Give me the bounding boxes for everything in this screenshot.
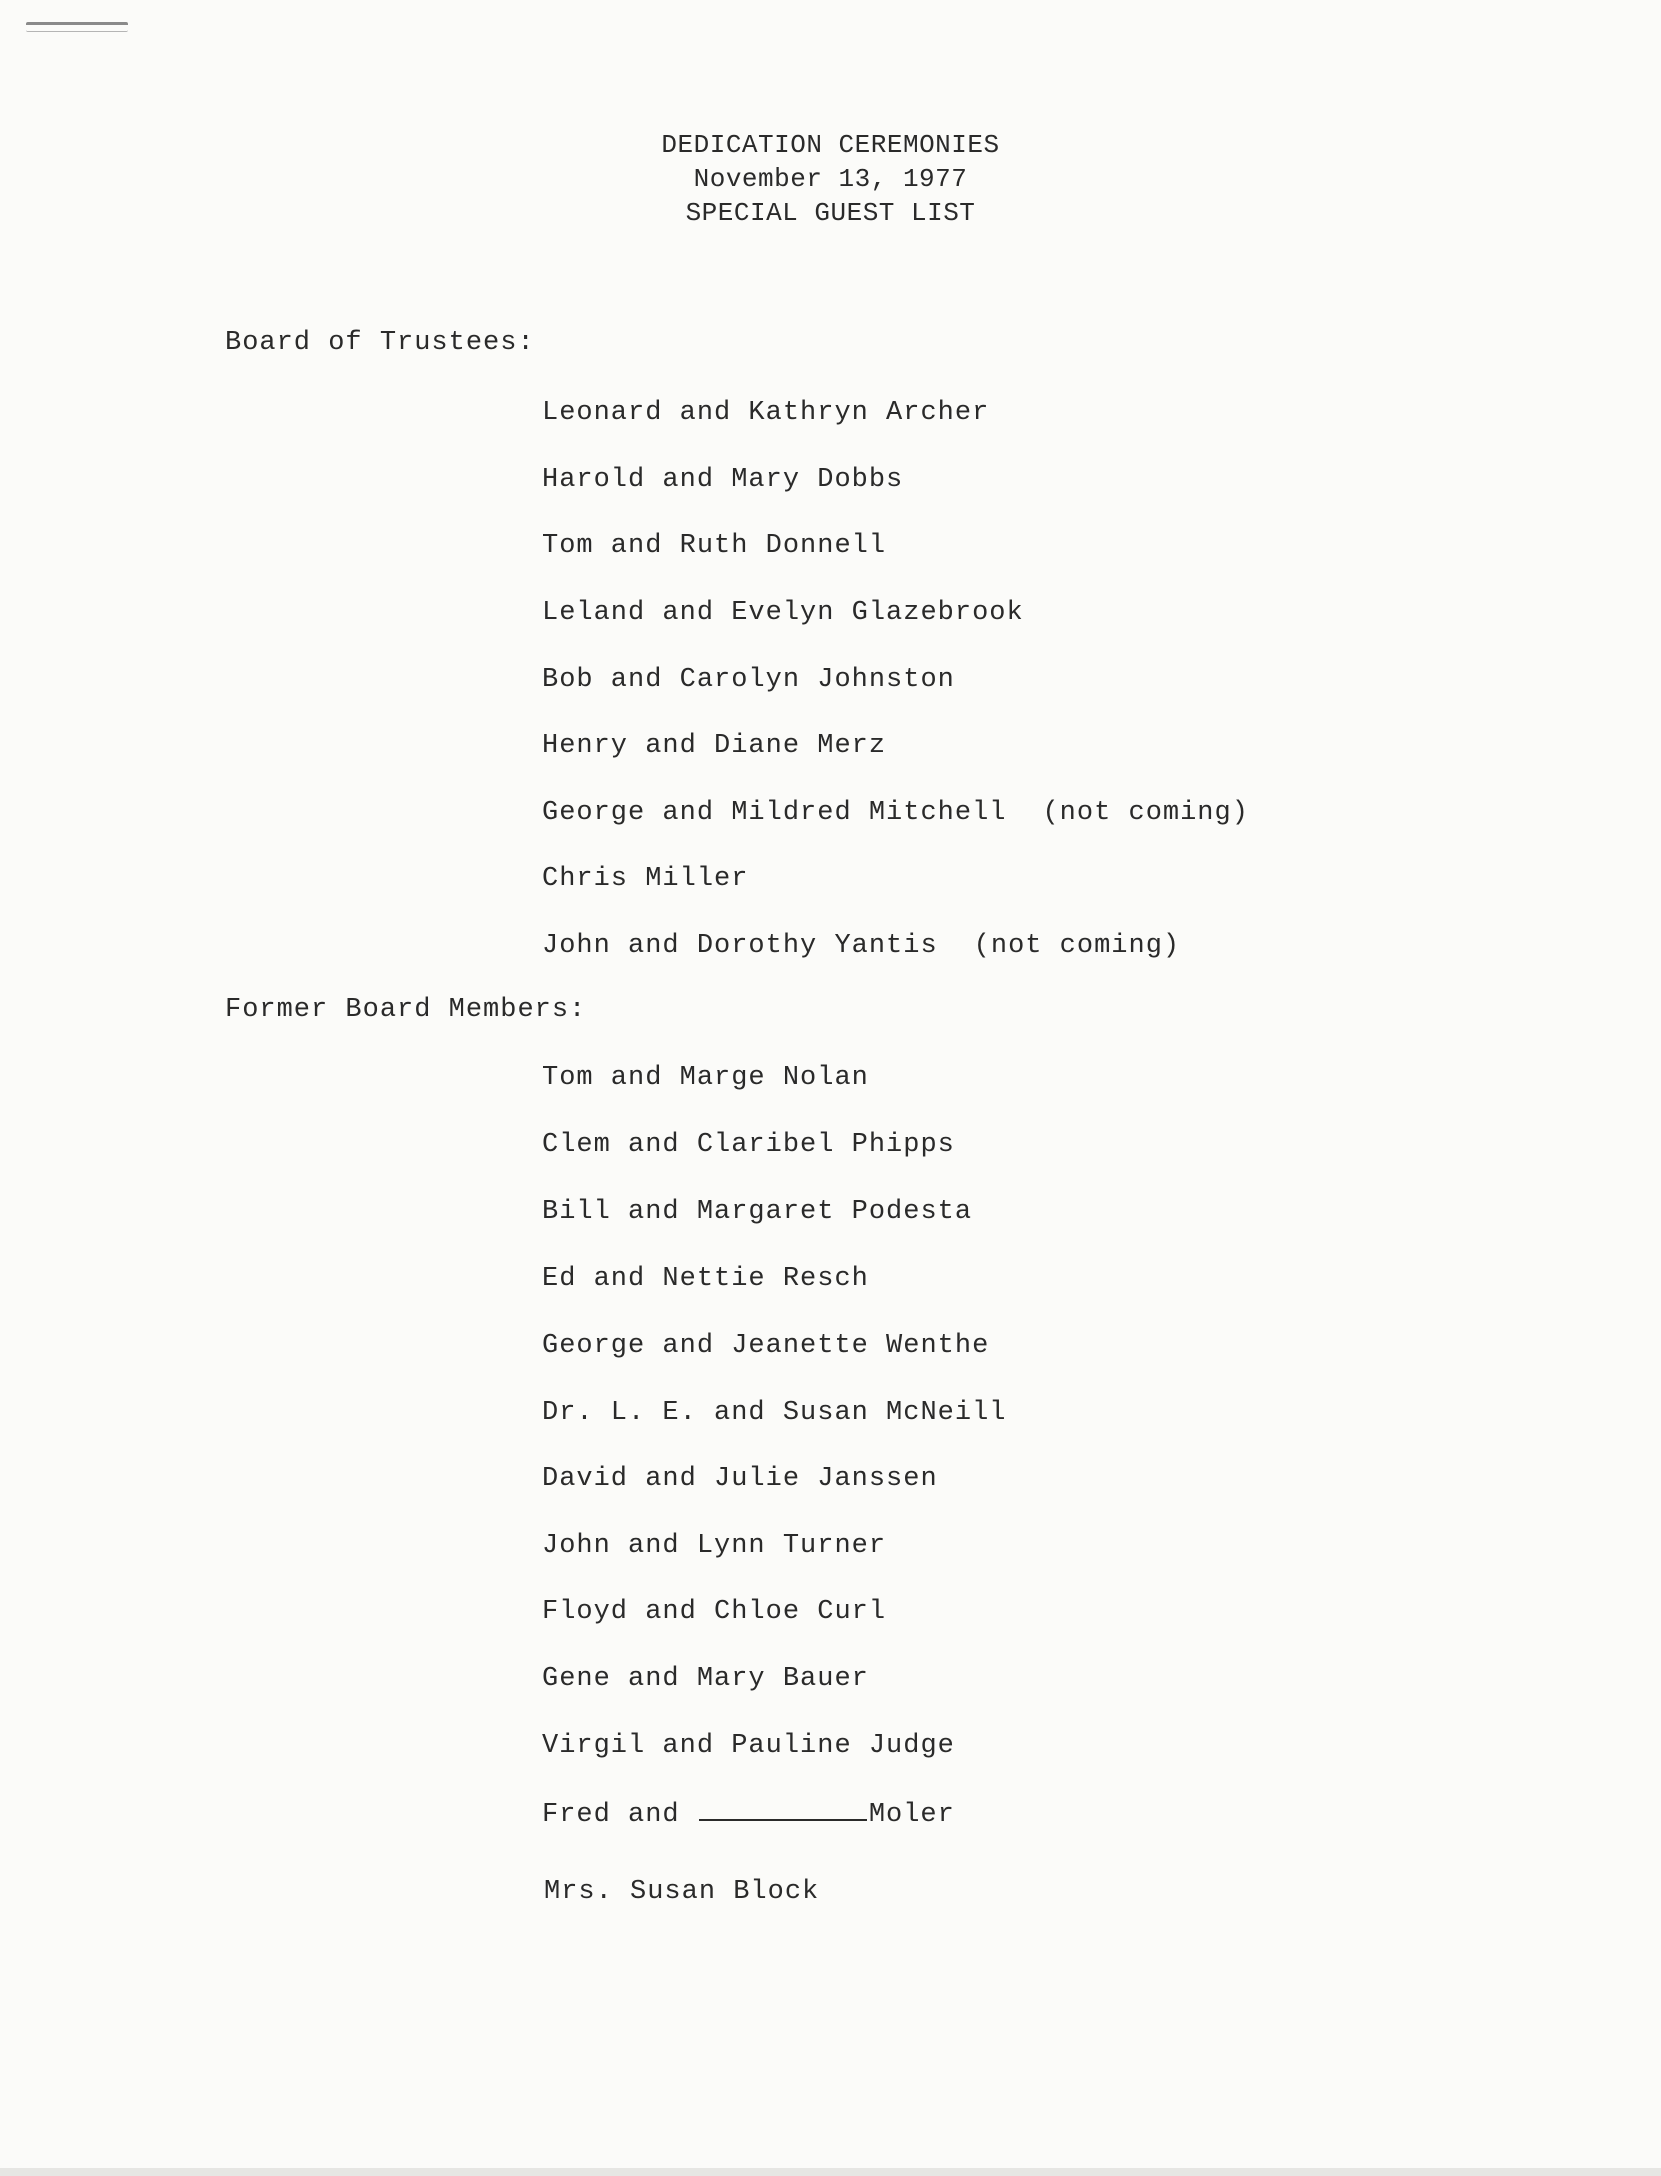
guest-name: George and Mildred Mitchell (542, 798, 1007, 828)
list-item (542, 1731, 955, 1761)
list-item (542, 1464, 938, 1494)
guest-name: Tom and Marge Nolan (542, 1063, 869, 1093)
guest-name: Henry and Diane Merz (542, 731, 887, 761)
guest-name: Chris Miller (542, 864, 749, 894)
staple-mark (26, 22, 128, 32)
guest-name: Ed and Nettie Resch (542, 1264, 869, 1294)
guest-name: Dr. L. E. and Susan McNeill (542, 1398, 1007, 1428)
guest-name: Harold and Mary Dobbs (542, 465, 904, 495)
list-item (542, 1063, 869, 1093)
page-bottom-edge (0, 2168, 1661, 2176)
list-item (542, 931, 1180, 961)
guest-name: Bill and Margaret Podesta (542, 1197, 973, 1227)
guest-name: George and Jeanette Wenthe (542, 1331, 990, 1361)
list-item (542, 1197, 972, 1227)
guest-name-prefix: Fred and (542, 1800, 680, 1830)
guest-name: Gene and Mary Bauer (542, 1664, 869, 1694)
blank-line (699, 1797, 867, 1821)
list-item (542, 798, 1249, 828)
list-item (542, 531, 886, 561)
list-item (542, 864, 748, 894)
guest-name: Bob and Carolyn Johnston (542, 665, 955, 695)
list-item (542, 598, 1024, 628)
attendance-note: (not coming) (973, 931, 1181, 961)
guest-name: Leonard and Kathryn Archer (542, 398, 990, 428)
guest-name: John and Lynn Turner (542, 1531, 887, 1561)
list-item (542, 1130, 955, 1160)
list-item (542, 1531, 886, 1561)
heading-date: November 13, 1977 (693, 164, 968, 194)
guest-name: Virgil and Pauline Judge (542, 1731, 955, 1761)
guest-name: Floyd and Chloe Curl (542, 1597, 887, 1627)
list-item (542, 1264, 869, 1294)
document-heading (0, 128, 1661, 230)
list-item-fill-in (542, 1797, 955, 1830)
guest-name: Tom and Ruth Donnell (542, 531, 887, 561)
guest-name: Leland and Evelyn Glazebrook (542, 598, 1024, 628)
heading-title: DEDICATION CEREMONIES (661, 130, 1000, 160)
list-item (544, 1877, 819, 1907)
section-label-former-board-members: Former Board Members: (225, 995, 587, 1025)
list-item (542, 1331, 989, 1361)
list-item (542, 465, 903, 495)
guest-name: David and Julie Janssen (542, 1464, 938, 1494)
list-item (542, 1597, 886, 1627)
guest-name: Clem and Claribel Phipps (542, 1130, 955, 1160)
attendance-note: (not coming) (1042, 798, 1249, 828)
guest-name: John and Dorothy Yantis (542, 931, 938, 961)
guest-name: Mrs. Susan Block (544, 1877, 820, 1907)
section-label-board-of-trustees: Board of Trustees: (225, 328, 535, 358)
list-item (542, 1398, 1006, 1428)
list-item (542, 398, 989, 428)
heading-subtitle: SPECIAL GUEST LIST (685, 198, 976, 228)
list-item (542, 665, 955, 695)
list-item (542, 1664, 869, 1694)
list-item (542, 731, 886, 761)
guest-name-suffix: Moler (868, 1800, 955, 1830)
